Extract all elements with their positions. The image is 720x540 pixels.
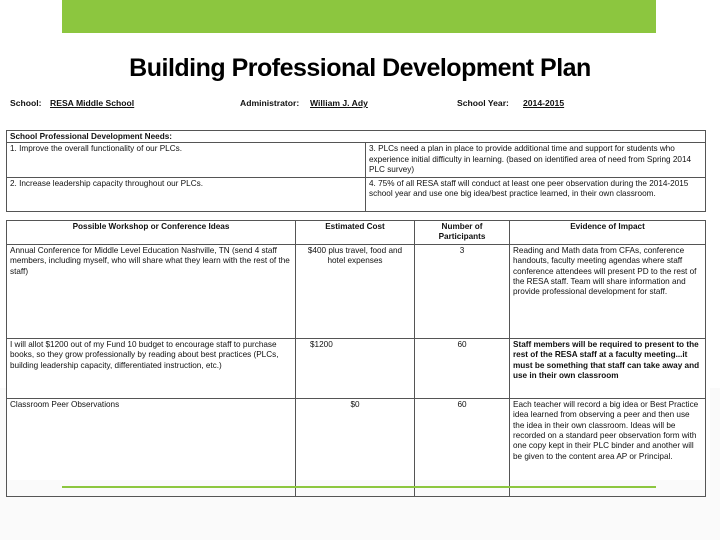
needs-table [6, 130, 706, 212]
school-year-label: School Year: [457, 98, 509, 108]
column-header-ideas: Possible Workshop or Conference Ideas [7, 221, 296, 245]
need-item: 4. 75% of all RESA staff will conduct at least one peer observation during the 2014-2015 school year and use one big idea/best practice learned, in their own classroom. [366, 177, 706, 211]
idea-cell: Annual Conference for Middle Level Education Nashville, TN (send 4 staff members, including myself, who will share what they learn with the rest of the staff) [7, 244, 296, 338]
administrator-label: Administrator: [240, 98, 300, 108]
participants-cell: 60 [415, 398, 510, 496]
table-row [7, 338, 706, 398]
cost-cell: $400 plus travel, food and hotel expenses [296, 244, 415, 338]
need-item: 2. Increase leadership capacity throughout our PLCs. [7, 177, 366, 211]
school-label: School: [10, 98, 42, 108]
plan-document [6, 92, 710, 480]
school-value: RESA Middle School [50, 98, 135, 108]
top-accent-band [62, 0, 656, 33]
evidence-cell: Staff members will be required to present to the rest of the RESA staff at a faculty meeting...it must be something that staff can take away and use in their own classroom [510, 338, 706, 398]
participants-cell: 3 [415, 244, 510, 338]
column-header-cost: Estimated Cost [296, 221, 415, 245]
evidence-cell: Each teacher will record a big idea or Best Practice idea learned from observing a peer and then use the idea in their own classroom. Ideas will be recorded on a standard peer observation form with one copy kept in their PLC binder and another will be given to the content area AP or Principal. [510, 398, 706, 496]
cost-cell: $1200 [296, 338, 415, 398]
idea-cell: Classroom Peer Observations [7, 398, 296, 496]
need-item: 1. Improve the overall functionality of our PLCs. [7, 143, 366, 177]
column-header-evidence: Evidence of Impact [510, 221, 706, 245]
table-row [7, 244, 706, 338]
participants-cell: 60 [415, 338, 510, 398]
plan-table [6, 220, 706, 497]
bottom-accent-line [62, 486, 656, 488]
idea-cell: I will allot $1200 out of my Fund 10 budget to encourage staff to purchase books, so they grow professionally by reading about best practices (PLCs, building leadership capacity, differentiated instruction, etc.) [7, 338, 296, 398]
table-row [7, 398, 706, 496]
school-year-value: 2014-2015 [523, 98, 565, 108]
need-item: 3. PLCs need a plan in place to provide additional time and support for students who experience initial difficulty in learning. (based on identified area of need from Spring 2014 PLC survey) [366, 143, 706, 177]
evidence-cell: Reading and Math data from CFAs, conference handouts, faculty meeting agendas where staff conference attendees will present PD to the rest of the RESA staff. Team will share information and provide professional development for staff. [510, 244, 706, 338]
needs-heading: School Professional Development Needs: [7, 131, 706, 143]
administrator-value: William J. Ady [310, 98, 368, 108]
column-header-participants: Number of Participants [415, 221, 510, 245]
page-title: Building Professional Development Plan [129, 54, 591, 82]
document-header [10, 92, 710, 110]
cost-cell: $0 [296, 398, 415, 496]
